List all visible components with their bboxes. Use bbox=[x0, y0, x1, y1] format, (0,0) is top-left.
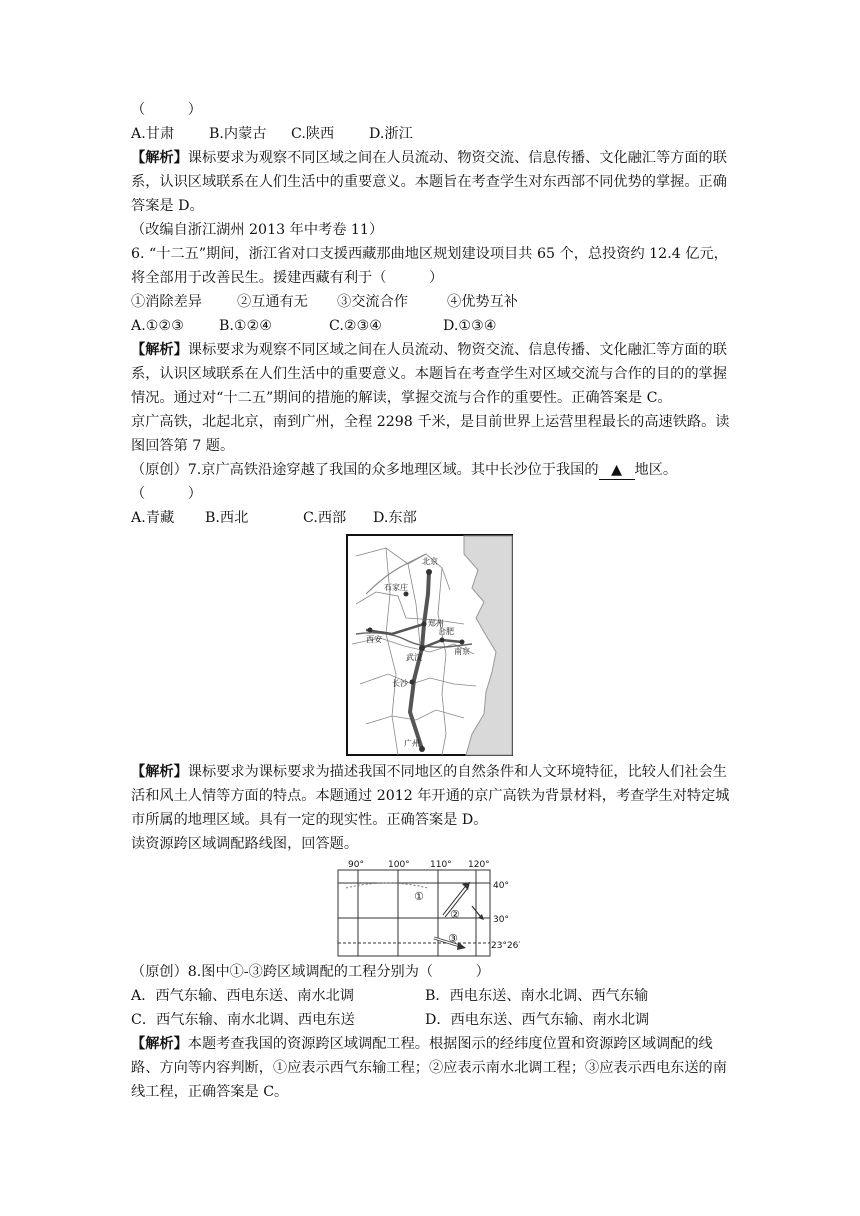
q5-paren: （ ） bbox=[131, 102, 202, 118]
q7-analysis-text: 课标要求为课标要求为描述我国不同地区的自然条件和人文环境特征，比较人们社会生活和风土人情等方面的特点。本题通过 2012 年开通的京广高铁为背景材料，考查学生对特定城市所属的地理区域。具有一定的现实性。正确答案是 D。 bbox=[131, 764, 730, 828]
q7-option-d: D.东部 bbox=[373, 510, 417, 526]
q6-analysis bbox=[131, 338, 731, 410]
q7-blank: ▲ bbox=[599, 461, 635, 480]
q8-option-c: C．西气东输、南水北调、西电东送 bbox=[131, 1012, 355, 1028]
intro-7: 京广高铁，北起北京，南到广州，全程 2298 千米，是目前世界上运营里程最长的高速铁路。读图回答第 7 题。 bbox=[131, 414, 730, 454]
q5-analysis-text: 课标要求为观察不同区域之间在人员流动、物资交流、信息传播、文化融汇等方面的联系，认识区域联系在人们生活中的重要意义。本题旨在考查学生对东西部不同优势的掌握。正确答案是 D。 bbox=[131, 150, 727, 214]
q5-option-b: B.内蒙古 bbox=[209, 126, 267, 142]
q6-option-c: C.②③④ bbox=[329, 318, 383, 334]
q6-option-a: A.①②③ bbox=[131, 318, 184, 334]
city-label-xian: 西安 bbox=[366, 635, 382, 644]
q7-analysis bbox=[131, 760, 731, 832]
city-label-zhengzhou: 郑州 bbox=[428, 619, 444, 628]
route-mark-3: ③ bbox=[448, 932, 458, 945]
intro-8: 读资源跨区域调配路线图，回答题。 bbox=[131, 836, 359, 852]
q8-option-d: D．西电东送、西气东输、南水北调 bbox=[425, 1012, 650, 1028]
q5-option-a: A.甘肃 bbox=[131, 126, 175, 142]
q6-items bbox=[131, 290, 731, 314]
q8-analysis bbox=[131, 1032, 731, 1104]
city-label-shijiazhuang: 石家庄 bbox=[384, 583, 408, 592]
analysis-tag: 【解析】 bbox=[131, 342, 188, 358]
city-label-hefei: 合肥 bbox=[438, 627, 454, 636]
q5-option-c: C.陕西 bbox=[291, 126, 335, 142]
q5-analysis bbox=[131, 146, 731, 218]
q5-options bbox=[131, 122, 731, 146]
q7-stem-post: 地区。 bbox=[634, 462, 678, 478]
analysis-tag: 【解析】 bbox=[131, 1036, 188, 1052]
lon-label-90: 90° bbox=[348, 860, 364, 870]
lon-label-120: 120° bbox=[468, 860, 490, 870]
city-label-beijing: 北京 bbox=[422, 557, 438, 566]
lat-label-tropic: 23°26′ bbox=[491, 941, 521, 951]
q6-item-3: ③交流合作 bbox=[337, 294, 408, 310]
analysis-tag: 【解析】 bbox=[131, 150, 188, 166]
q7-option-c: C.西部 bbox=[303, 510, 347, 526]
q6-option-b: B.①②④ bbox=[219, 318, 273, 334]
city-label-nanjing: 南京 bbox=[454, 647, 470, 656]
q7-stem-pre: （原创）7.京广高铁沿途穿越了我国的众多地理区域。其中长沙位于我国的 bbox=[131, 462, 599, 478]
resource-route-figure bbox=[336, 858, 536, 958]
lat-label-30: 30° bbox=[493, 915, 509, 925]
city-label-wuhan: 武汉 bbox=[406, 653, 422, 662]
q7-option-b: B.西北 bbox=[205, 510, 249, 526]
lon-label-110: 110° bbox=[430, 860, 452, 870]
q7-option-a: A.青藏 bbox=[131, 510, 175, 526]
q8-analysis-text: 本题考查我国的资源跨区域调配工程。根据图示的经纬度位置和资源跨区域调配的线路、方向等内容判断，①应表示西气东输工程；②应表示南水北调工程；③应表示西电东送的南线工程，正确答案是 C。 bbox=[131, 1036, 727, 1100]
route-mark-1: ① bbox=[414, 890, 424, 903]
q6-options bbox=[131, 314, 731, 338]
resource-route-map bbox=[336, 858, 536, 958]
lat-label-40: 40° bbox=[493, 881, 509, 891]
q8-option-b: B．西电东送、南水北调、西气东输 bbox=[425, 988, 649, 1004]
q8-option-a: A．西气东输、西电东送、南水北调 bbox=[131, 988, 355, 1004]
railway-map-figure bbox=[346, 534, 513, 756]
lon-label-100: 100° bbox=[388, 860, 410, 870]
railway-map bbox=[346, 534, 513, 756]
q8-options-row2 bbox=[131, 1008, 731, 1032]
city-label-guangzhou: 广州 bbox=[404, 739, 420, 748]
q7-options bbox=[131, 506, 731, 530]
q6-option-d: D.①③④ bbox=[443, 318, 497, 334]
document-page bbox=[131, 98, 731, 1104]
q7-paren: （ ） bbox=[131, 486, 202, 502]
q8-stem: （原创）8.图中①-③跨区域调配的工程分别为（ ） bbox=[131, 964, 490, 980]
q7-stem bbox=[131, 458, 731, 482]
q6-item-1: ①消除差异 bbox=[131, 294, 202, 310]
analysis-tag: 【解析】 bbox=[131, 764, 188, 780]
q5-source: （改编自浙江湖州 2013 年中考卷 11） bbox=[131, 222, 384, 238]
q6-item-4: ④优势互补 bbox=[447, 294, 518, 310]
route-mark-2: ② bbox=[450, 908, 460, 921]
city-label-changsha: 长沙 bbox=[392, 679, 408, 688]
q8-options-row1 bbox=[131, 984, 731, 1008]
q6-item-2: ②互通有无 bbox=[237, 294, 308, 310]
q6-stem: 6. “十二五”期间，浙江省对口支援西藏那曲地区规划建设项目共 65 个，总投资约 12.4 亿元，将全部用于改善民生。援建西藏有利于（ ） bbox=[131, 246, 728, 286]
q5-option-d: D.浙江 bbox=[369, 126, 413, 142]
q6-analysis-text: 课标要求为观察不同区域之间在人员流动、物资交流、信息传播、文化融汇等方面的联系，认识区域联系在人们生活中的重要意义。本题旨在考查学生对区域交流与合作的目的的掌握情况。通过对“十二五”期间的措施的解读，掌握交流与合作的重要性。正确答案是 C。 bbox=[131, 342, 727, 406]
